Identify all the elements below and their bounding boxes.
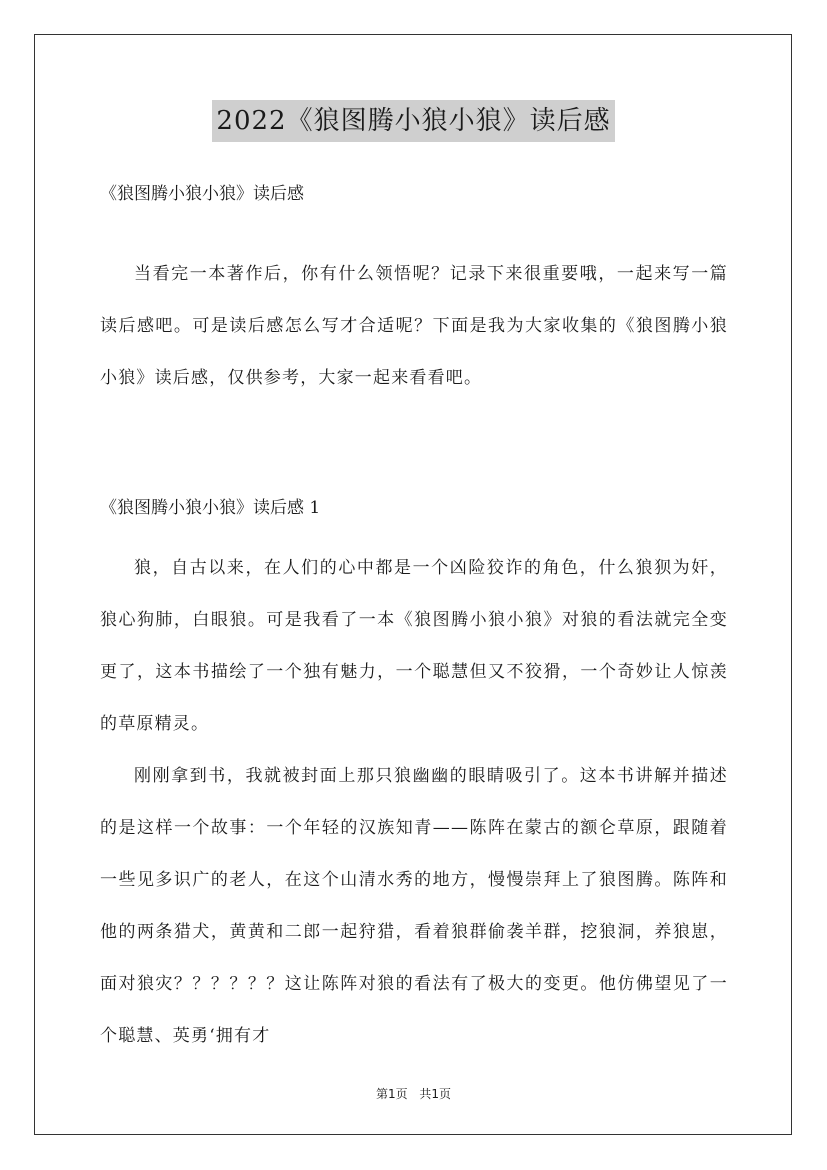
body-paragraph-1: 狼，自古以来，在人们的心中都是一个凶险狡诈的角色，什么狼狈为奸，狼心狗肺，白眼狼。可是我看了一本《狼图腾小狼小狼》对狼的看法就完全变更了，这本书描绘了一个独有魅力，一个聪慧但又不狡猾，一个奇妙让人惊羡的草原精灵。 — [100, 558, 728, 734]
intro-paragraph: 当看完一本著作后，你有什么领悟呢？记录下来很重要哦，一起来写一篇读后感吧。可是读后感怎么写才合适呢？下面是我为大家收集的《狼图腾小狼小狼》读后感，仅供参考，大家一起来看看吧。 — [100, 264, 728, 388]
body-paragraph-2: 刚刚拿到书，我就被封面上那只狼幽幽的眼睛吸引了。这本书讲解并描述的是这样一个故事：一个年轻的汉族知青——陈阵在蒙古的额仑草原，跟随着一些见多识广的老人，在这个山清水秀的地方，慢慢崇拜上了狼图腾。陈阵和他的两条猎犬，黄黄和二郎一起狩猎，看着狼群偷袭羊群，挖狼洞，养狼崽，面对狼灾？？？？？？这让陈阵对狼的看法有了极大的变更。他仿佛望见了一个聪慧、英勇‘拥有才 — [100, 766, 728, 1046]
page-number: 第1页 — [375, 1087, 408, 1101]
page-footer — [0, 1086, 827, 1102]
document-title: 2022《狼图腾小狼小狼》读后感 — [212, 100, 614, 142]
section-heading: 《狼图腾小狼小狼》读后感 1 — [100, 498, 321, 518]
document-subtitle: 《狼图腾小狼小狼》读后感 — [100, 184, 304, 204]
title-container — [0, 100, 827, 142]
document-body — [100, 176, 728, 1062]
page-total: 共1页 — [419, 1087, 452, 1101]
